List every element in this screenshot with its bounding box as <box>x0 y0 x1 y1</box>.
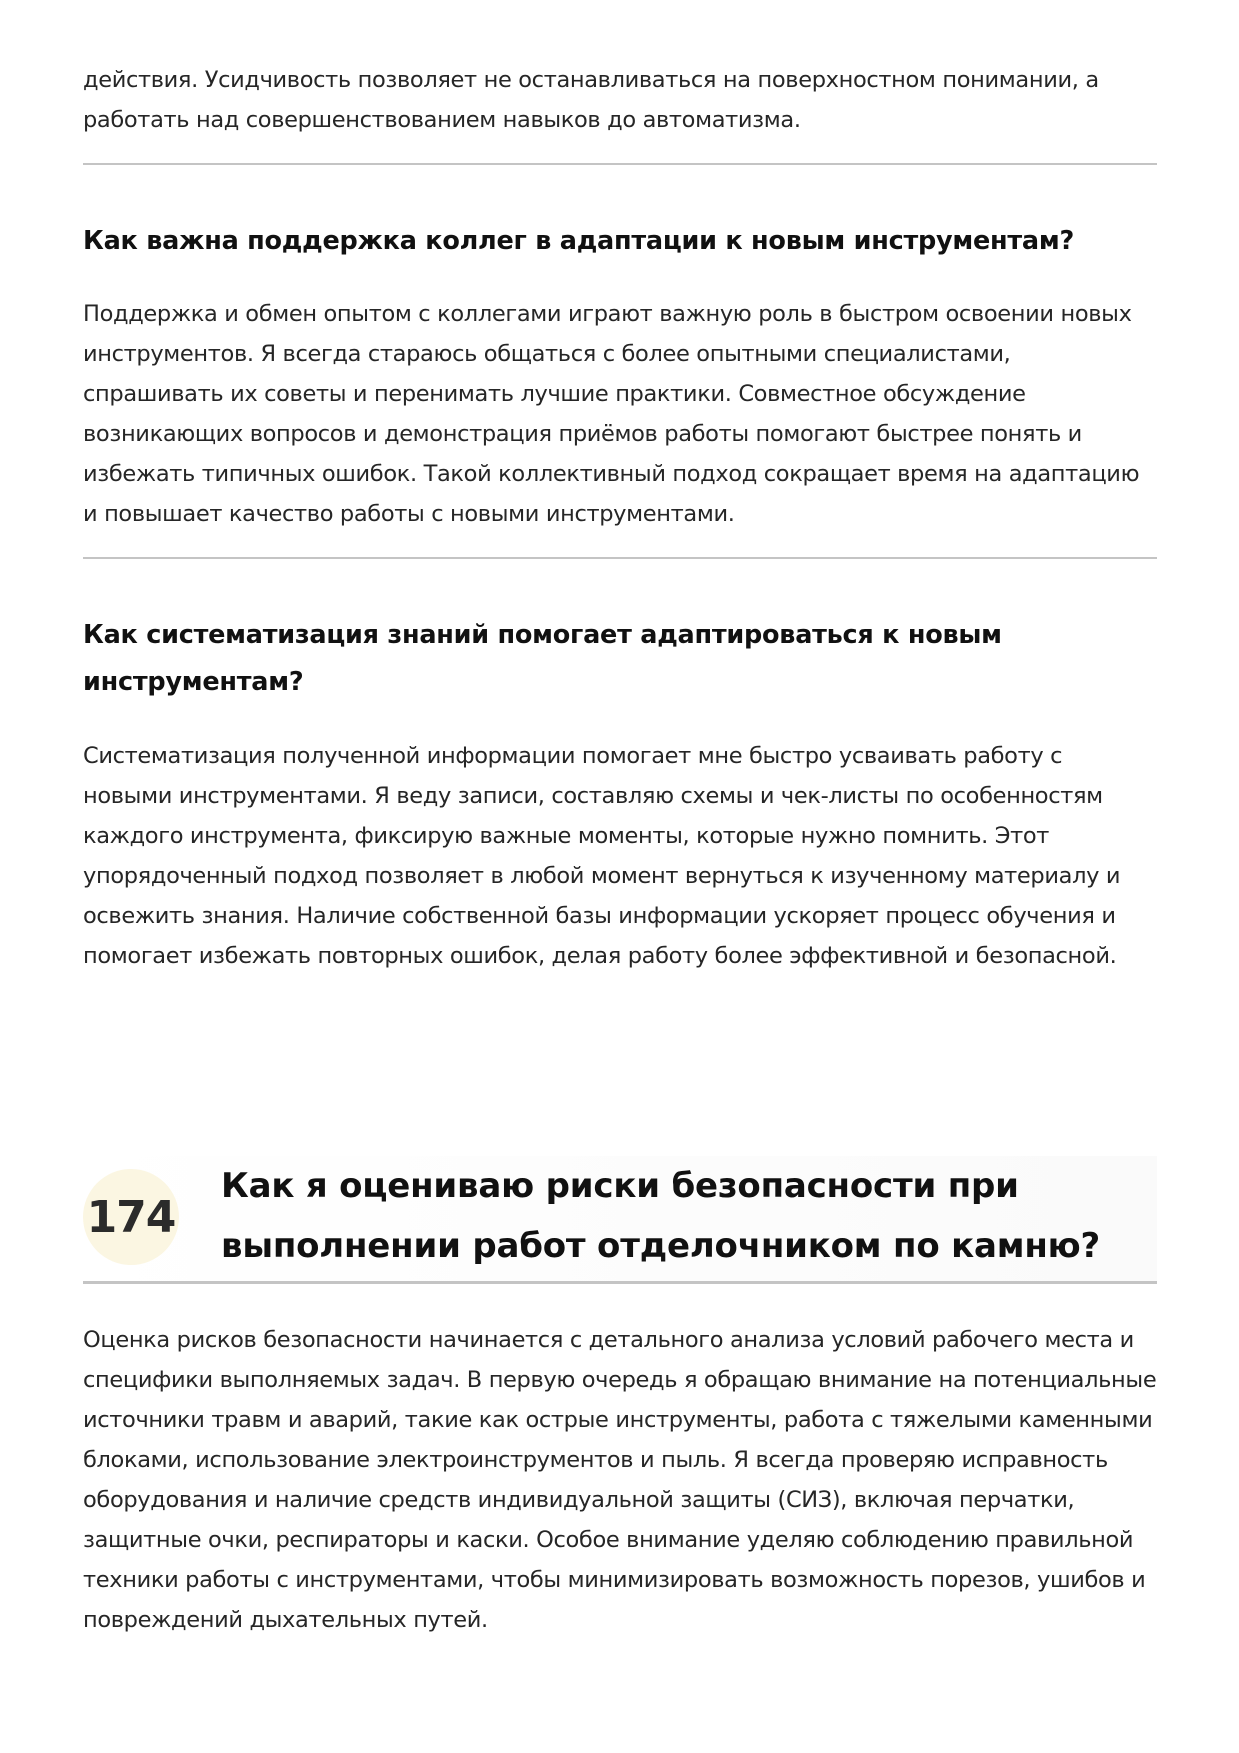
section-divider <box>83 163 1157 165</box>
chapter-title: Как я оцениваю риски безопасности при выполнении работ отделочником по камню? <box>221 1166 1100 1266</box>
section-divider <box>83 557 1157 559</box>
chapter-number-badge: 174 <box>83 1169 179 1265</box>
chapter-answer-paragraph: Оценка рисков безопасности начинается с детального анализа условий рабочего места и специфики выполняемых задач. В первую очередь я обращаю внимание на потенциальные источники травм и аварий, такие как острые инструменты, работа с тяжелыми каменными блоками, использование электроинструментов и пыль. Я всегда проверяю исправность оборудования и наличие средств индивидуальной защиты (СИЗ), включая перчатки, защитные очки, респираторы и каски. Особое внимание уделяю соблюдению правильной техники работы с инструментами, чтобы минимизировать возможность порезов, ушибов и повреждений дыхательных путей. <box>83 1327 1157 1633</box>
question-heading: Как важна поддержка коллег в адаптации к новым инструментам? <box>83 226 1074 256</box>
intro-paragraph: действия. Усидчивость позволяет не останавливаться на поверхностном понимании, а работать над совершенствованием навыков до автоматизма. <box>83 67 1099 133</box>
answer-paragraph: Поддержка и обмен опытом с коллегами играют важную роль в быстром освоении новых инструментов. Я всегда стараюсь общаться с более опытными специалистами, спрашивать их советы и перенимать лучшие практики. Совместное обсуждение возникающих вопросов и демонстрация приёмов работы помогают быстрее понять и избежать типичных ошибок. Такой коллективный подход сокращает время на адаптацию и повышает качество работы с новыми инструментами. <box>83 301 1140 527</box>
answer-paragraph: Систематизация полученной информации помогает мне быстро усваивать работу с новыми инструментами. Я веду записи, составляю схемы и чек-листы по особенностям каждого инструмента, фиксирую важные моменты, которые нужно помнить. Этот упорядоченный подход позволяет в любой момент вернуться к изученному материалу и освежить знания. Наличие собственной базы информации ускоряет процесс обучения и помогает избежать повторных ошибок, делая работу более эффективной и безопасной. <box>83 743 1121 969</box>
chapter-header <box>83 1156 1157 1284</box>
question-heading: Как систематизация знаний помогает адаптироваться к новым инструментам? <box>83 620 1002 697</box>
